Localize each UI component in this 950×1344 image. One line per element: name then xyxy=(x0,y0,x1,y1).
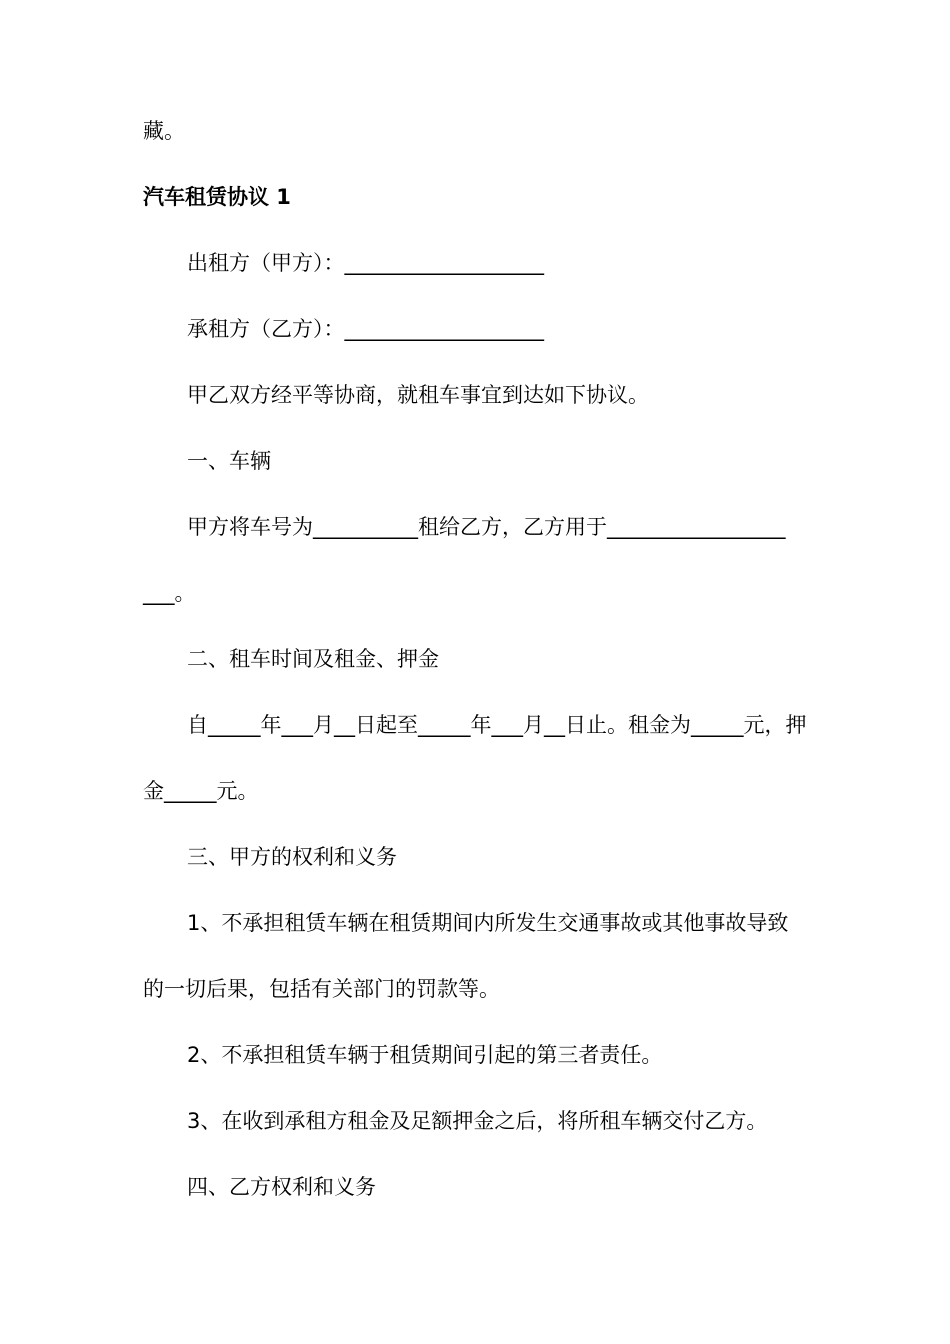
section-heading-vehicle: 一、车辆 xyxy=(187,449,271,473)
vehicle-paragraph-line-1: 甲方将车号为__________租给乙方，乙方用于_________________ xyxy=(187,515,786,539)
vehicle-paragraph-line-2: ___。 xyxy=(143,581,196,605)
intro-paragraph: 甲乙双方经平等协商，就租车事宜到达如下协议。 xyxy=(187,383,649,407)
rental-period-line-1: 自_____年___月__日起至_____年___月__日止。租金为_____元，押 xyxy=(187,713,807,737)
party-a-clause-1-line-2: 的一切后果，包括有关部门的罚款等。 xyxy=(143,977,500,1001)
party-a-clause-2: 2、不承担租赁车辆于租赁期间引起的第三者责任。 xyxy=(187,1043,663,1067)
party-a-clause-3: 3、在收到承租方租金及足额押金之后，将所租车辆交付乙方。 xyxy=(187,1109,768,1133)
section-heading-party-b: 四、乙方权利和义务 xyxy=(187,1175,376,1199)
lessee-line: 承租方（乙方）：___________________ xyxy=(187,317,544,341)
lessor-line: 出租方（甲方）：___________________ xyxy=(187,251,544,275)
party-a-clause-1-line-1: 1、不承担租赁车辆在租赁期间内所发生交通事故或其他事故导致 xyxy=(187,911,789,935)
agreement-title: 汽车租赁协议 1 xyxy=(143,185,291,209)
section-heading-party-a: 三、甲方的权利和义务 xyxy=(187,845,397,869)
rental-period-line-2: 金_____元。 xyxy=(143,779,259,803)
text-line-continuation: 藏。 xyxy=(143,119,185,143)
section-heading-rental-period: 二、租车时间及租金、押金 xyxy=(187,647,439,671)
